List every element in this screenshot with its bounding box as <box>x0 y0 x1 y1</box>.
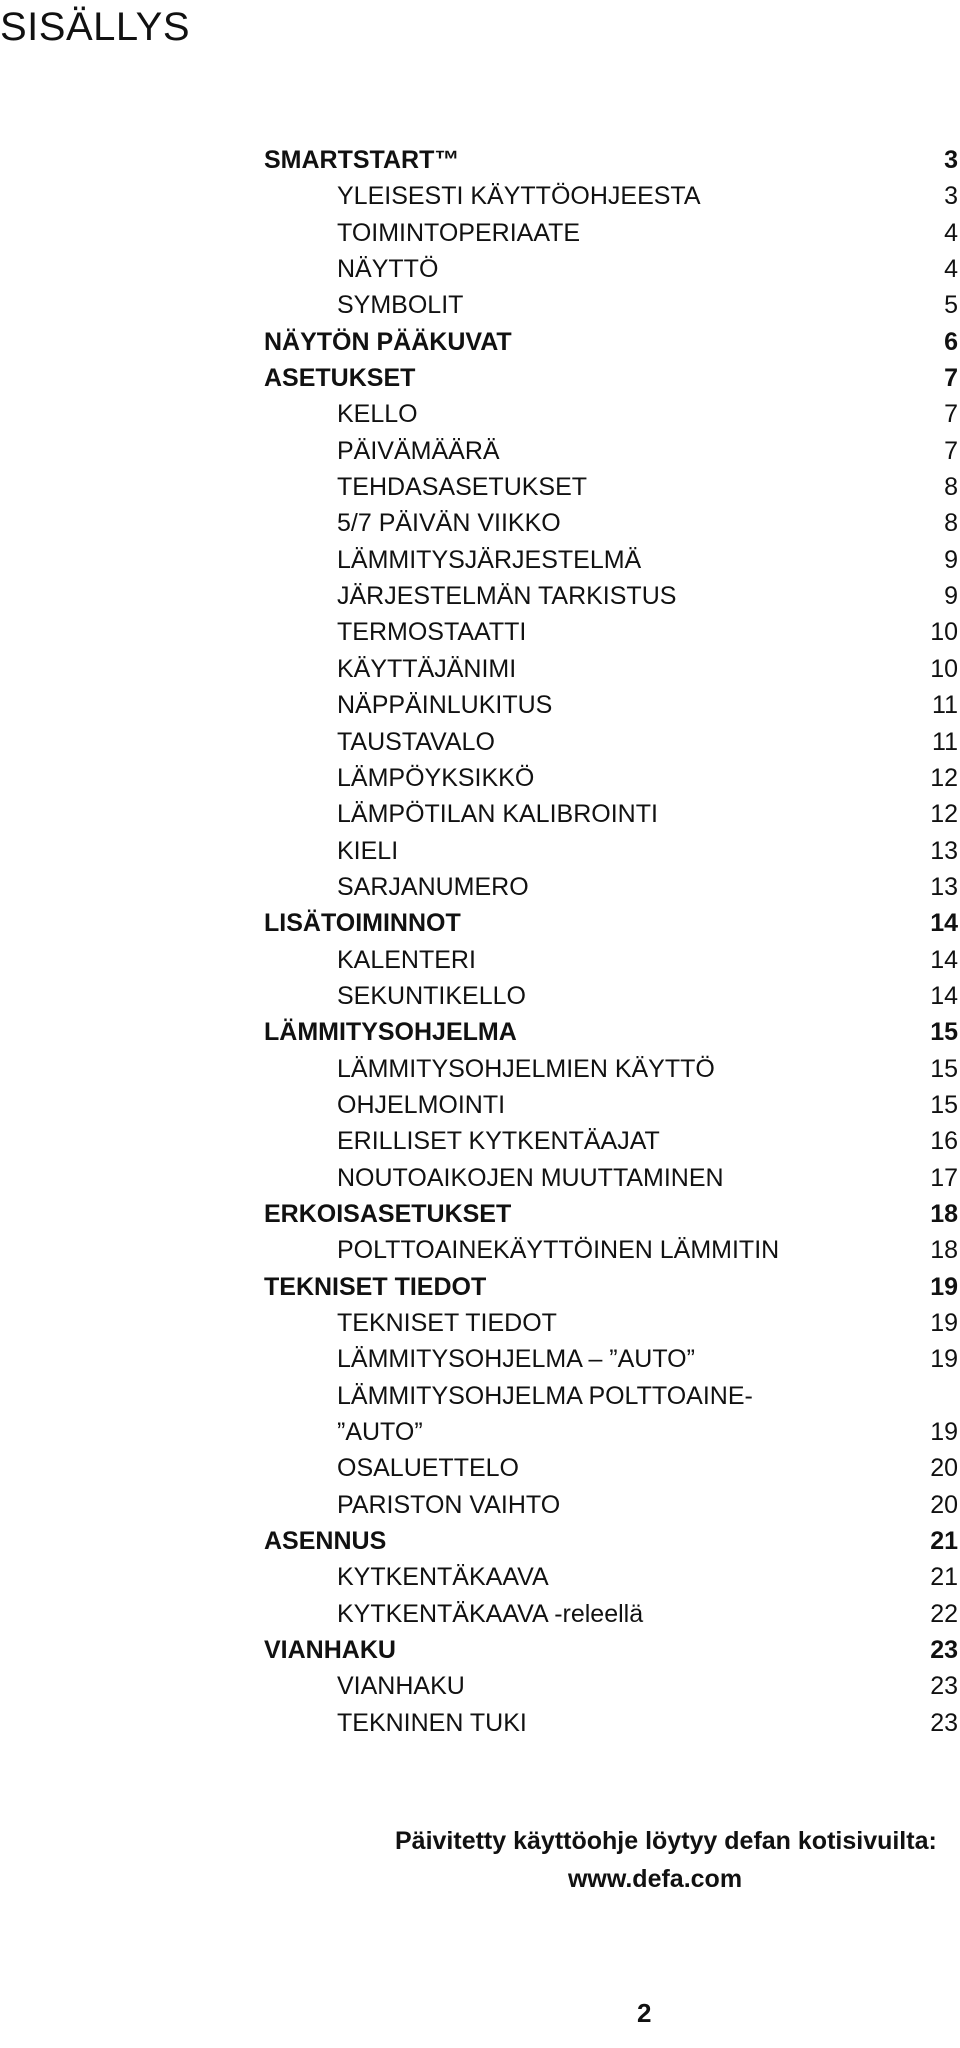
toc-entry-page: 18 <box>930 1199 958 1228</box>
toc-subsection <box>264 1160 958 1196</box>
toc-entry-label: NÄYTTÖ <box>337 255 439 284</box>
toc-entry-label: LÄMMITYSOHJELMA POLTTOAINE- <box>337 1381 753 1410</box>
toc-subsection <box>264 433 958 469</box>
toc-entry-label: KYTKENTÄKAAVA -releellä <box>337 1599 644 1628</box>
toc-entry-label: LÄMMITYSJÄRJESTELMÄ <box>337 545 642 574</box>
toc-entry-label: SMARTSTART™ <box>264 146 460 174</box>
toc-entry-label: LÄMPÖTILAN KALIBROINTI <box>337 800 658 829</box>
toc-entry-label: LÄMMITYSOHJELMA <box>264 1018 517 1047</box>
toc-section <box>264 1014 958 1050</box>
toc-entry-label: LISÄTOIMINNOT <box>264 909 461 938</box>
toc-subsection <box>264 396 958 432</box>
toc-section <box>264 324 958 360</box>
toc-subsection <box>264 614 958 650</box>
toc-subsection <box>264 1450 958 1486</box>
toc-subsection <box>264 1305 958 1341</box>
toc-entry-page: 12 <box>930 800 958 829</box>
toc-subsection <box>264 1123 958 1159</box>
toc-entry-label: ERILLISET KYTKENTÄAJAT <box>337 1127 660 1156</box>
toc-entry-label: TAUSTAVALO <box>337 727 495 756</box>
toc-subsection <box>264 1378 958 1414</box>
toc-subsection <box>264 833 958 869</box>
toc-entry-page: 16 <box>930 1127 958 1156</box>
toc-entry-page: 19 <box>930 1272 958 1301</box>
toc-subsection <box>264 1668 958 1704</box>
toc-entry-page: 19 <box>930 1309 958 1337</box>
toc-entry-label: KÄYTTÄJÄNIMI <box>337 654 517 683</box>
toc-subsection <box>264 215 958 251</box>
toc-entry-page: 17 <box>930 1163 958 1192</box>
toc-subsection <box>264 1705 958 1741</box>
toc-section <box>264 1523 958 1559</box>
toc-entry-label: NÄPPÄINLUKITUS <box>337 691 553 720</box>
toc-subsection <box>264 724 958 760</box>
toc-entry-page: 14 <box>930 981 958 1010</box>
toc-subsection <box>264 1341 958 1377</box>
toc-section <box>264 1632 958 1668</box>
toc-entry-label: SARJANUMERO <box>337 872 529 901</box>
toc-entry-label: TERMOSTAATTI <box>337 618 527 647</box>
toc-entry-label: KELLO <box>337 400 418 429</box>
toc-entry-label: 5/7 PÄIVÄN VIIKKO <box>337 509 561 538</box>
toc-entry-page: 3 <box>944 182 958 211</box>
toc-entry-label: NÄYTÖN PÄÄKUVAT <box>264 327 512 356</box>
toc-entry-page: 13 <box>930 836 958 865</box>
page-number: 2 <box>637 1998 652 2028</box>
toc-entry-label: VIANHAKU <box>264 1636 396 1665</box>
toc-subsection <box>264 651 958 687</box>
toc-entry-label: ERKOISASETUKSET <box>264 1199 512 1228</box>
toc-section <box>264 1269 958 1305</box>
toc-entry-page: 10 <box>930 618 958 647</box>
toc-subsection <box>264 978 958 1014</box>
toc-entry-label: SYMBOLIT <box>337 291 464 320</box>
table-of-contents <box>264 142 958 1741</box>
toc-section <box>264 905 958 941</box>
toc-entry-label: KALENTERI <box>337 945 476 974</box>
toc-subsection <box>264 1087 958 1123</box>
toc-entry-page: 4 <box>944 255 958 284</box>
toc-entry-label: YLEISESTI KÄYTTÖOHJEESTA <box>337 182 701 211</box>
toc-subsection <box>264 251 958 287</box>
toc-entry-label: NOUTOAIKOJEN MUUTTAMINEN <box>337 1163 724 1192</box>
toc-entry-page: 22 <box>930 1599 958 1628</box>
toc-entry-page: 15 <box>930 1054 958 1083</box>
toc-subsection <box>264 942 958 978</box>
toc-subsection <box>264 1414 958 1450</box>
toc-entry-page: 14 <box>930 909 958 938</box>
toc-subsection <box>264 287 958 323</box>
toc-entry-label: JÄRJESTELMÄN TARKISTUS <box>337 582 677 611</box>
toc-entry-label: LÄMPÖYKSIKKÖ <box>337 763 535 792</box>
toc-entry-page: 6 <box>944 327 958 356</box>
toc-entry-label: LÄMMITYSOHJELMIEN KÄYTTÖ <box>337 1054 715 1083</box>
toc-entry-page: 8 <box>944 473 958 502</box>
toc-entry-label: TEKNINEN TUKI <box>337 1708 527 1737</box>
toc-entry-page: 15 <box>930 1018 958 1047</box>
toc-subsection <box>264 869 958 905</box>
toc-entry-page: 19 <box>930 1418 958 1447</box>
toc-entry-page: 19 <box>930 1345 958 1374</box>
toc-subsection <box>264 687 958 723</box>
toc-entry-page: 20 <box>930 1490 958 1519</box>
toc-entry-label: LÄMMITYSOHJELMA – ”AUTO” <box>337 1345 695 1374</box>
toc-entry-page: 9 <box>944 545 958 574</box>
toc-entry-label: SEKUNTIKELLO <box>337 981 526 1010</box>
toc-entry-label: TEHDASASETUKSET <box>337 473 588 502</box>
toc-subsection <box>264 1559 958 1595</box>
footer-line-1: Päivitetty käyttöohje löytyy defan kotisivuilta: <box>395 1827 937 1855</box>
toc-entry-page: 8 <box>944 509 958 538</box>
toc-entry-label: KYTKENTÄKAAVA <box>337 1563 549 1592</box>
page-title: SISÄLLYS <box>0 5 191 49</box>
toc-entry-page: 21 <box>930 1563 958 1592</box>
toc-entry-label: OHJELMOINTI <box>337 1090 506 1119</box>
toc-subsection <box>264 469 958 505</box>
toc-entry-page: 11 <box>932 727 958 756</box>
toc-entry-label: TEKNISET TIEDOT <box>337 1309 557 1337</box>
toc-entry-page: 5 <box>944 291 958 320</box>
toc-entry-page: 7 <box>944 400 958 429</box>
toc-entry-page: 4 <box>944 218 958 247</box>
toc-subsection <box>264 1596 958 1632</box>
toc-subsection <box>264 1051 958 1087</box>
toc-section <box>264 142 958 178</box>
toc-entry-label: ASENNUS <box>264 1527 387 1556</box>
toc-entry-page: 23 <box>930 1672 958 1701</box>
toc-entry-label: OSALUETTELO <box>337 1454 519 1483</box>
toc-entry-page: 21 <box>930 1527 958 1556</box>
toc-subsection <box>264 542 958 578</box>
toc-entry-page: 10 <box>930 654 958 683</box>
toc-entry-page: 23 <box>930 1708 958 1737</box>
toc-entry-page: 23 <box>930 1636 958 1665</box>
toc-entry-label: VIANHAKU <box>337 1672 465 1701</box>
toc-entry-label: PARISTON VAIHTO <box>337 1490 561 1519</box>
toc-entry-label: ”AUTO” <box>337 1418 423 1447</box>
toc-entry-label: ASETUKSET <box>264 364 416 393</box>
toc-entry-label: TEKNISET TIEDOT <box>264 1272 487 1301</box>
toc-entry-page: 12 <box>930 763 958 792</box>
toc-section <box>264 1196 958 1232</box>
toc-entry-label: TOIMINTOPERIAATE <box>337 218 581 247</box>
toc-subsection <box>264 505 958 541</box>
toc-entry-label: KIELI <box>337 836 399 865</box>
toc-subsection <box>264 178 958 214</box>
toc-entry-page: 15 <box>930 1090 958 1119</box>
toc-subsection <box>264 1487 958 1523</box>
footer-note <box>395 1822 937 1898</box>
toc-subsection <box>264 578 958 614</box>
toc-entry-page: 14 <box>930 945 958 974</box>
toc-entry-page: 20 <box>930 1454 958 1483</box>
toc-entry-page: 7 <box>944 436 958 465</box>
toc-subsection <box>264 796 958 832</box>
toc-entry-label: PÄIVÄMÄÄRÄ <box>337 436 500 465</box>
toc-entry-page: 9 <box>944 582 958 611</box>
toc-entry-label: POLTTOAINEKÄYTTÖINEN LÄMMITIN <box>337 1236 780 1265</box>
footer-url: www.defa.com <box>567 1865 743 1893</box>
toc-entry-page: 3 <box>944 146 958 174</box>
toc-entry-page: 11 <box>932 691 958 720</box>
toc-section <box>264 360 958 396</box>
toc-subsection <box>264 760 958 796</box>
toc-entry-page: 18 <box>930 1236 958 1265</box>
toc-entry-page: 13 <box>930 872 958 901</box>
toc-entry-page: 7 <box>944 364 958 393</box>
toc-subsection <box>264 1232 958 1268</box>
